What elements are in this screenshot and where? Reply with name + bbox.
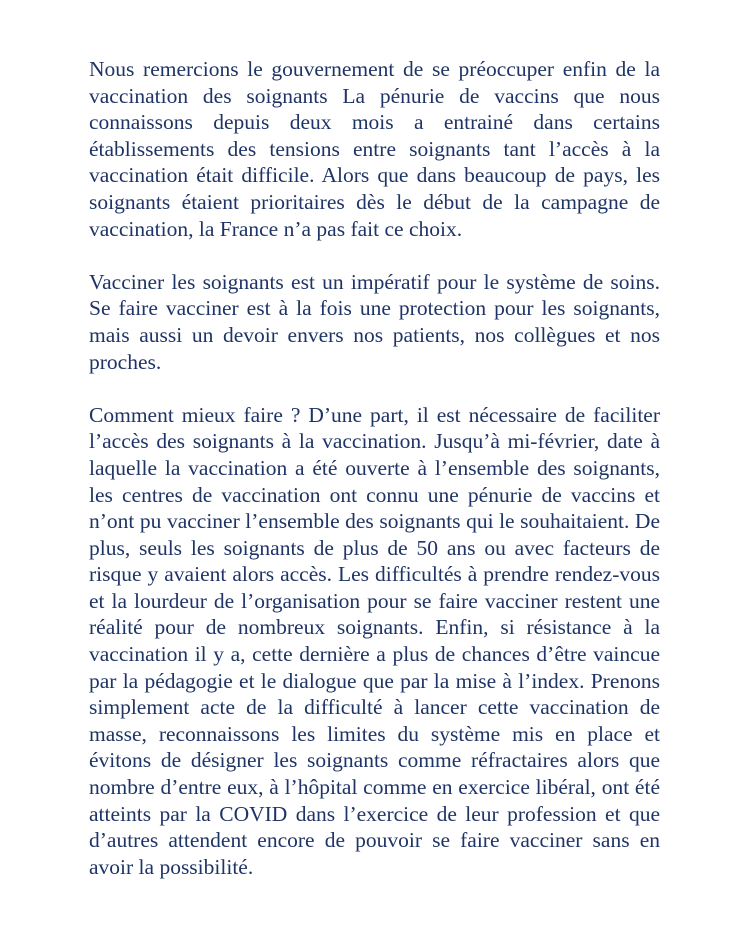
paragraph-spacer [89, 242, 660, 269]
paragraph-spacer [89, 375, 660, 402]
paragraph-3: Comment mieux faire ? D’une part, il est nécessaire de faciliter l’accès des soignants à la vaccination. Jusqu’à mi-février, date à laquelle la vaccination a été ouverte à l’ensemble des soignants, les centres de vaccination ont connu une pénurie de vaccins et n’ont pu vacciner l’ensemble des soignants qui le souhaitaient. De plus, seuls les soignants de plus de 50 ans ou avec facteurs de risque y avaient alors accès. Les difficultés à prendre rendez-vous et la lourdeur de l’organisation pour se faire vacciner restent une réalité pour de nombreux soignants. Enfin, si résistance à la vaccination il y a, cette dernière a plus de chances d’être vaincue par la pédagogie et le dialogue que par la mise à l’index. Prenons simplement acte de la difficulté à lancer cette vaccination de masse, reconnaissons les limites du système mis en place et évitons de désigner les soignants comme réfractaires alors que nombre d’entre eux, à l’hôpital comme en exercice libéral, ont été atteints par la COVID dans l’exercice de leur profession et que d’autres attendent encore de pouvoir se faire vacciner sans en avoir la possibilité. [89, 402, 660, 879]
paragraph-1: Nous remercions le gouvernement de se préoccuper enfin de la vaccination des soignants La pénurie de vaccins que nous connaissons depuis deux mois a entrainé dans certains établissements des tensions entre soignants tant l’accès à la vaccination était difficile. Alors que dans beaucoup de pays, les soignants étaient prioritaires dès le début de la campagne de vaccination, la France n’a pas fait ce choix. [89, 57, 660, 241]
paragraph-2: Vacciner les soignants est un impératif pour le système de soins. Se faire vacciner est à la fois une protection pour les soignants, mais aussi un devoir envers nos patients, nos collègues et nos proches. [89, 269, 660, 374]
